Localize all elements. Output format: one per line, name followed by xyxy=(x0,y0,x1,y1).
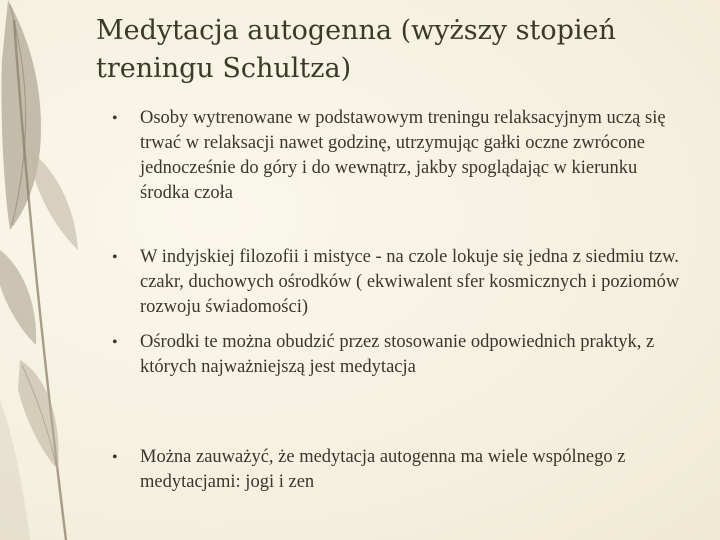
bullet-text: Można zauważyć, że medytacja autogenna ma wiele wspólnego z medytacjami: jogi i zen xyxy=(140,447,626,492)
bullet-text: Ośrodki te można obudzić przez stosowanie odpowiednich praktyk, z których najważniejszą jest medytacja xyxy=(140,332,655,377)
bullet-marker: • xyxy=(112,334,118,351)
bullet-item xyxy=(112,330,682,380)
bullet-item xyxy=(112,445,682,495)
bullet-text: W indyjskiej filozofii i mistyce - na czole lokuje się jedna z siedmiu tzw. czakr, duchowych ośrodków ( ekwiwalent sfer kosmicznych i poziomów rozwoju świadomości) xyxy=(140,247,680,317)
bullet-marker: • xyxy=(112,110,118,127)
bullet-text: Osoby wytrenowane w podstawowym treningu relaksacyjnym uczą się trwać w relaksacji nawet godzinę, utrzymując gałki oczne zwrócone jednocześnie do góry i do wewnątrz, jakby spoglądając w kierunku środka czoła xyxy=(140,108,666,203)
slide-title: Medytacja autogenna (wyższy stopień treningu Schultza) xyxy=(96,15,616,84)
bullet-marker: • xyxy=(112,249,118,266)
bullet-item xyxy=(112,245,682,320)
bullet-marker: • xyxy=(112,449,118,466)
bullet-item xyxy=(112,106,682,206)
